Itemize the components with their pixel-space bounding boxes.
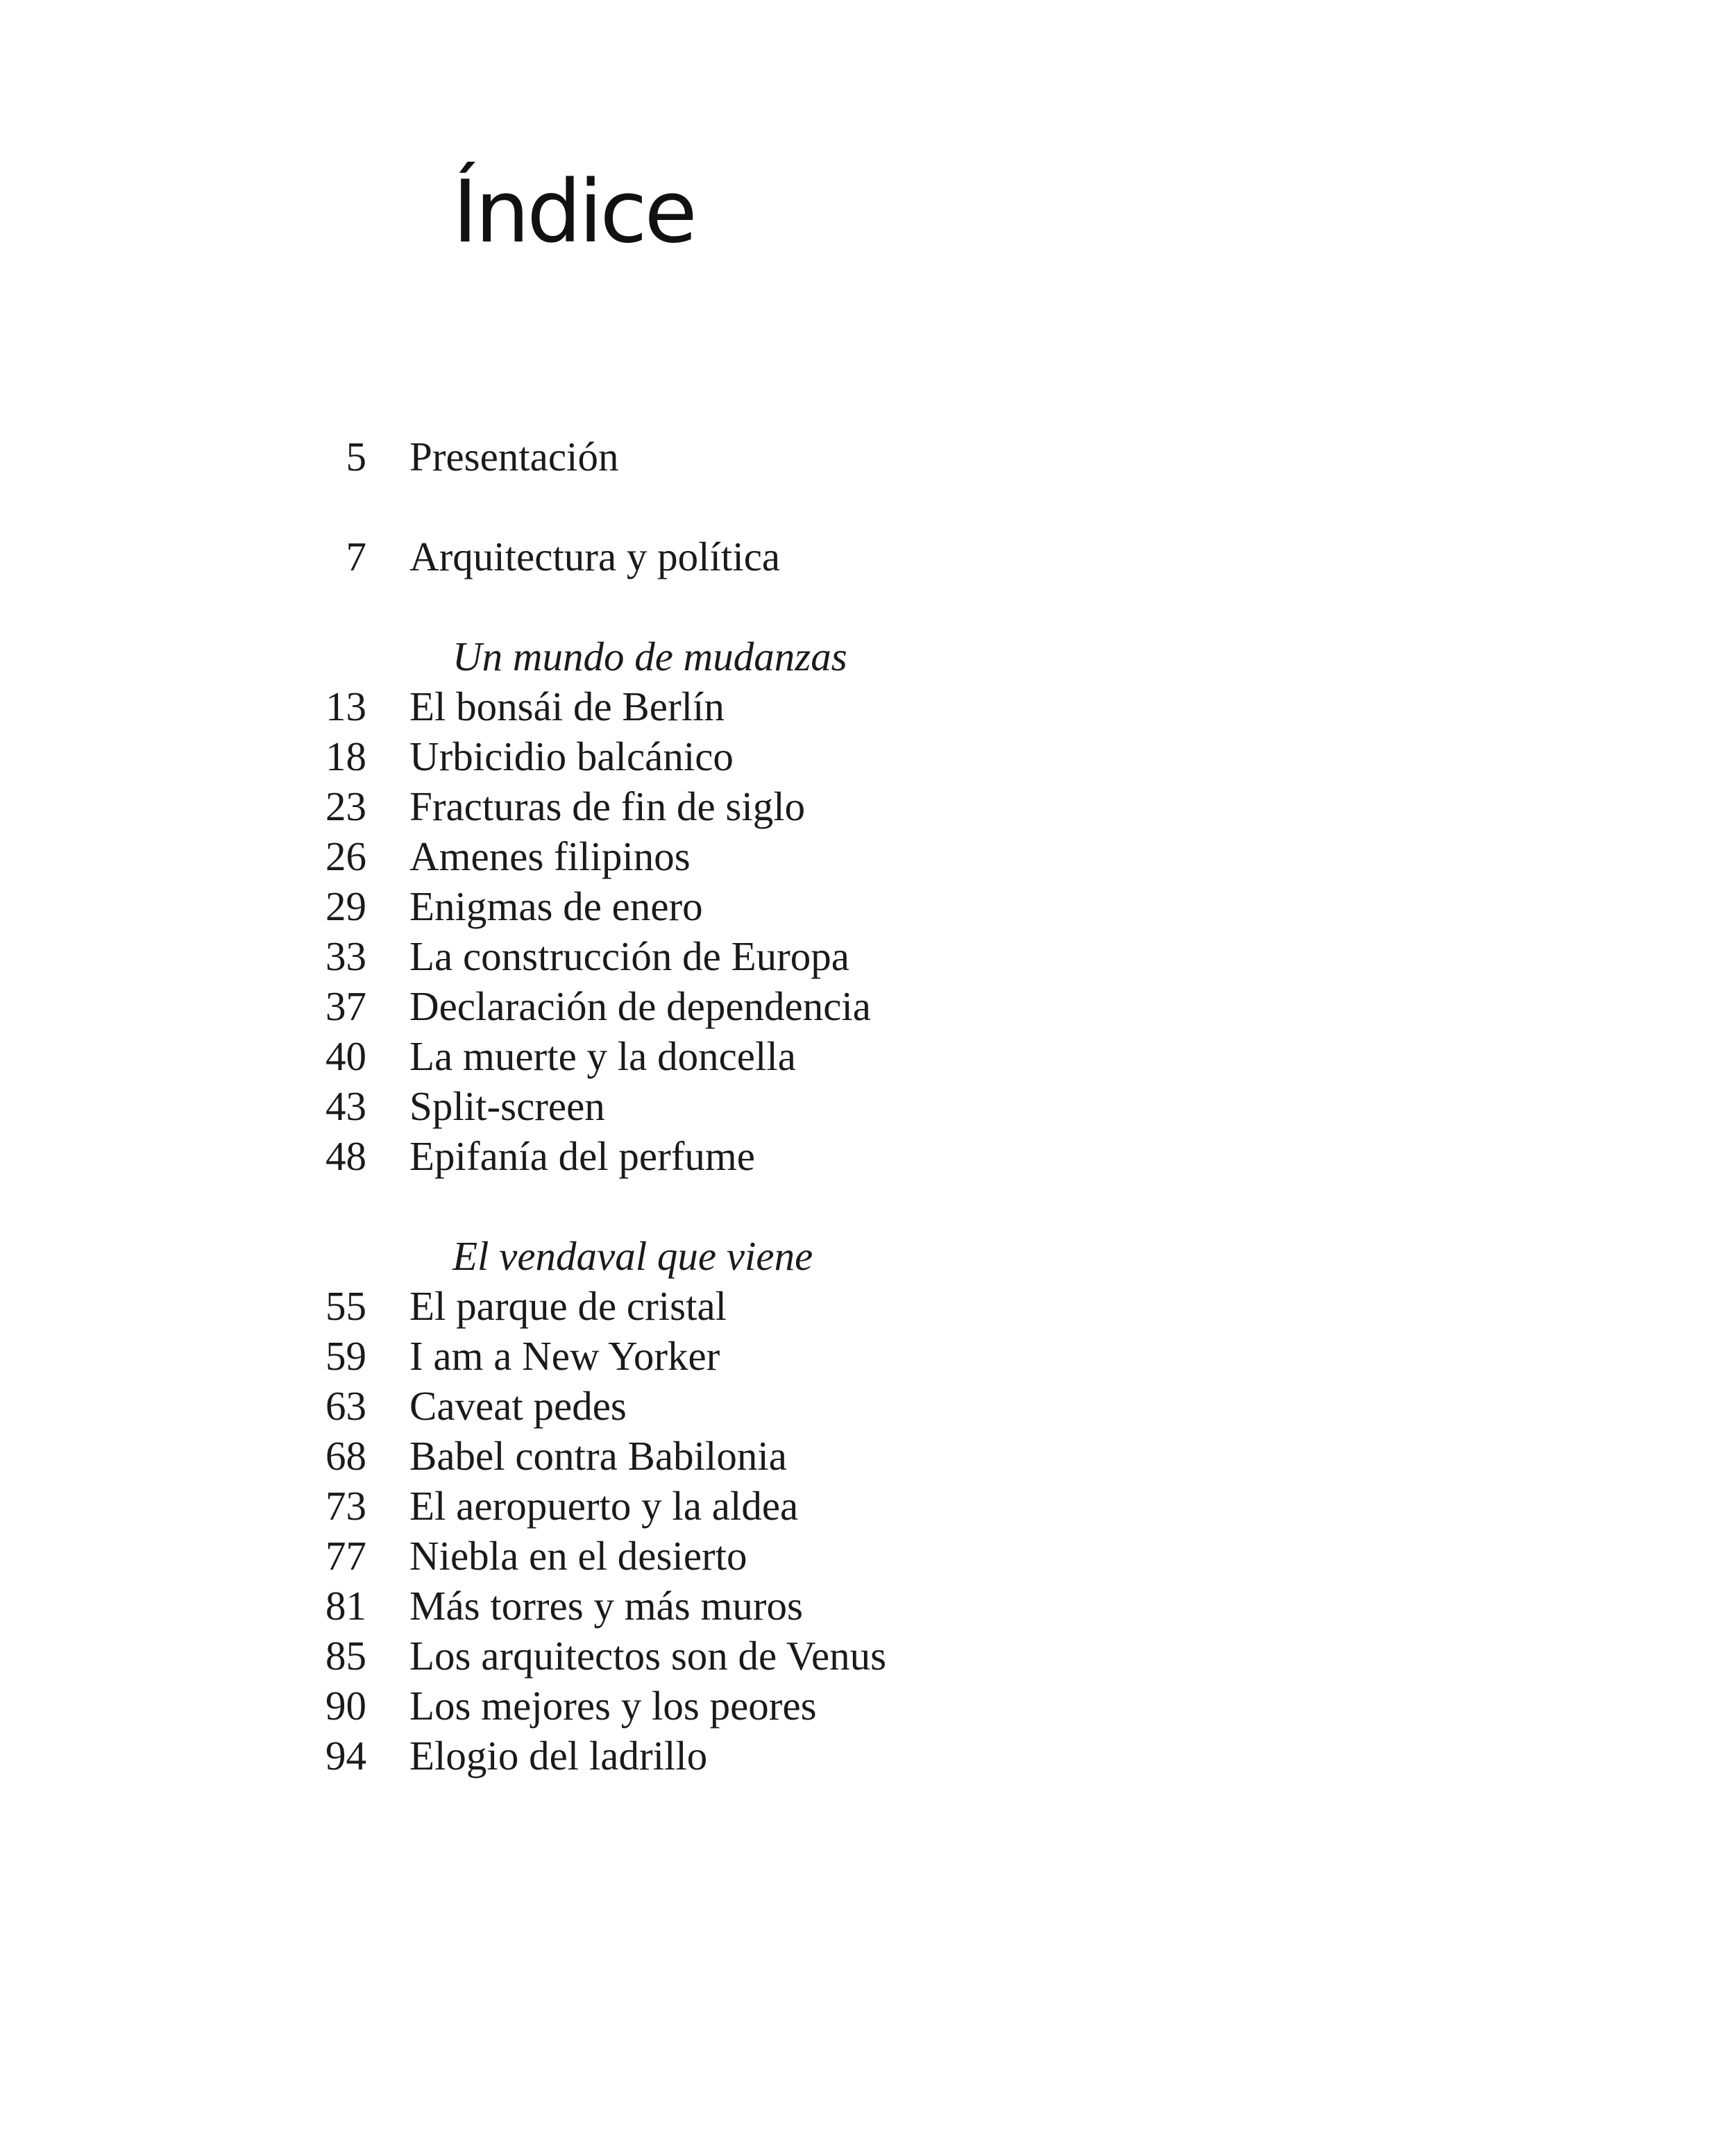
- toc-entry-title: Presentación: [409, 434, 619, 479]
- toc-entry-title: Enigmas de enero: [409, 883, 703, 929]
- toc-entry-title: Urbicidio balcánico: [409, 733, 734, 779]
- page-title: Índice: [452, 162, 695, 262]
- toc-entry-title: La muerte y la doncella: [409, 1033, 796, 1079]
- toc-entry-title: Más torres y más muros: [409, 1583, 803, 1629]
- toc-entry-title: Fracturas de fin de siglo: [409, 783, 806, 829]
- toc-entry: [0, 1381, 1735, 1431]
- toc-entry-title: Amenes filipinos: [409, 833, 691, 879]
- toc-page-number: 29: [325, 883, 366, 929]
- toc-entry: [0, 1281, 1735, 1331]
- toc-section-heading: El vendaval que viene: [452, 1233, 813, 1279]
- toc-section-heading: Un mundo de mudanzas: [452, 634, 847, 679]
- toc-entry: [0, 781, 1735, 831]
- toc-entry: [0, 532, 1735, 582]
- toc-entry: [0, 1531, 1735, 1581]
- toc-entry: [0, 1631, 1735, 1681]
- table-of-contents: [0, 432, 1735, 1781]
- toc-page-number: 90: [325, 1683, 366, 1729]
- toc-page-number: 43: [325, 1083, 366, 1129]
- toc-page-number: 68: [325, 1433, 366, 1479]
- toc-entry: [0, 831, 1735, 881]
- toc-entry: [0, 981, 1735, 1031]
- toc-page-number: 33: [325, 933, 366, 979]
- toc-page-number: 26: [325, 833, 366, 879]
- toc-entry-title: I am a New Yorker: [409, 1333, 720, 1379]
- toc-entry-title: Split-screen: [409, 1083, 605, 1129]
- toc-entry-title: El parque de cristal: [409, 1283, 727, 1329]
- toc-entry: [0, 1331, 1735, 1381]
- toc-entry: [0, 1731, 1735, 1781]
- toc-page-number: 40: [325, 1033, 366, 1079]
- toc-entry: [0, 681, 1735, 731]
- toc-page-number: 55: [325, 1283, 366, 1329]
- toc-entry-title: Los arquitectos son de Venus: [409, 1633, 887, 1679]
- toc-page-number: 48: [325, 1133, 366, 1179]
- toc-page-number: 59: [325, 1333, 366, 1379]
- toc-page-number: 94: [325, 1733, 366, 1779]
- toc-page-number: 63: [325, 1383, 366, 1429]
- toc-page-number: 18: [325, 733, 366, 779]
- toc-entry-title: Caveat pedes: [409, 1383, 627, 1429]
- toc-entry: [0, 1081, 1735, 1131]
- toc-entry-title: El aeropuerto y la aldea: [409, 1483, 799, 1529]
- toc-page-number: 73: [325, 1483, 366, 1529]
- toc-entry-title: Babel contra Babilonia: [409, 1433, 787, 1479]
- toc-entry: [0, 1131, 1735, 1181]
- toc-entry-title: Epifanía del perfume: [409, 1133, 755, 1179]
- toc-page-number: 13: [325, 684, 366, 729]
- toc-entry-title: El bonsái de Berlín: [409, 684, 725, 729]
- toc-entry: [0, 1681, 1735, 1731]
- toc-entry-title: Los mejores y los peores: [409, 1683, 817, 1729]
- toc-entry: [0, 731, 1735, 781]
- toc-page-number: 7: [346, 534, 366, 579]
- toc-page-number: 81: [325, 1583, 366, 1629]
- toc-entry-title: Declaración de dependencia: [409, 983, 871, 1029]
- toc-entry-title: La construcción de Europa: [409, 933, 849, 979]
- toc-page-number: 37: [325, 983, 366, 1029]
- toc-entry: [0, 881, 1735, 931]
- toc-page-number: 23: [325, 783, 366, 829]
- toc-entry: [0, 432, 1735, 482]
- toc-entry: [0, 1031, 1735, 1081]
- toc-entry-title: Arquitectura y política: [409, 534, 781, 579]
- toc-page-number: 85: [325, 1633, 366, 1679]
- toc-entry-title: Niebla en el desierto: [409, 1533, 747, 1579]
- toc-entry: [0, 1431, 1735, 1481]
- toc-entry: [0, 1581, 1735, 1631]
- toc-entry: [0, 1481, 1735, 1531]
- toc-page-number: 77: [325, 1533, 366, 1579]
- toc-page-number: 5: [346, 434, 366, 479]
- toc-entry: [0, 931, 1735, 981]
- toc-entry-title: Elogio del ladrillo: [409, 1733, 708, 1779]
